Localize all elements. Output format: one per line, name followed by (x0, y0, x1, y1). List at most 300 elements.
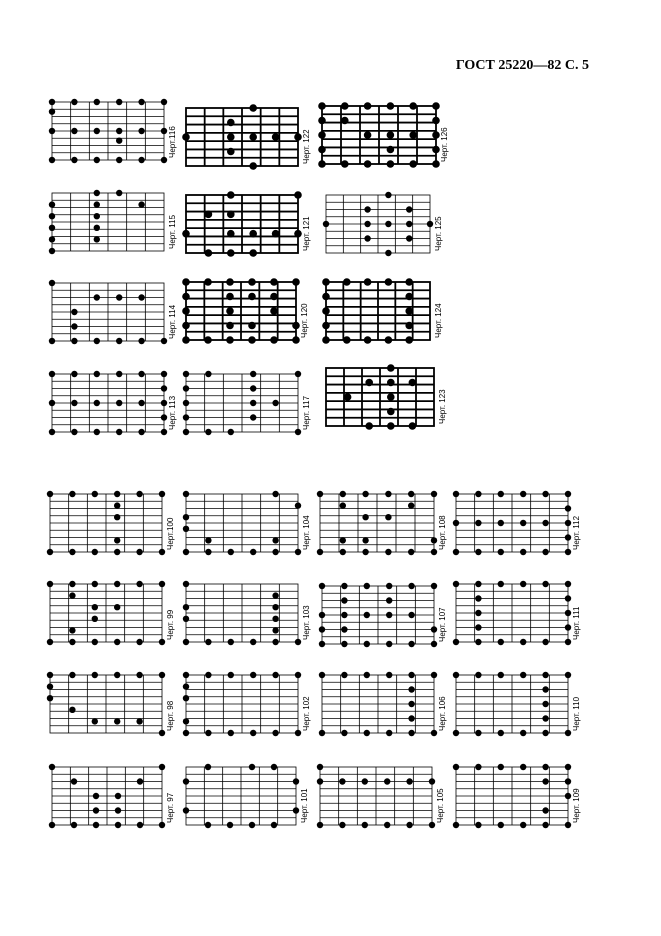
diagram-dot (248, 322, 256, 330)
diagram-dot (270, 278, 278, 286)
diagram-dot (385, 514, 391, 520)
diagram-dot (565, 505, 571, 511)
diagram-dot (385, 192, 391, 198)
diagram-grid (456, 494, 568, 552)
diagram-dot (161, 99, 167, 105)
diagram-dot (520, 730, 526, 736)
diagram-dot (226, 336, 234, 344)
diagram-dot (183, 371, 189, 377)
diagram-dot (183, 385, 189, 391)
diagram-dot (365, 379, 373, 387)
diagram-dot (114, 604, 120, 610)
diagram-dot (341, 583, 347, 589)
diagram-dot (475, 672, 481, 678)
diagram-dot (364, 672, 370, 678)
diagram-dot (386, 641, 392, 647)
diagram-dot (49, 225, 55, 231)
diagram-dot (405, 278, 413, 286)
diagram-dot (182, 278, 190, 286)
diagram-dot (182, 322, 190, 330)
diagram-dot (71, 371, 77, 377)
diagram-grid (320, 494, 434, 552)
diagram-dot (47, 581, 53, 587)
figure-label: Черт. 126 (440, 127, 449, 162)
diagram-dot (386, 612, 392, 618)
diagram-dot (565, 764, 571, 770)
figure-label: Черт. 125 (434, 216, 443, 251)
diagram-dot (94, 201, 100, 207)
diagram-dot (116, 429, 122, 435)
diagram-dot (319, 730, 325, 736)
diagram-dot (362, 822, 368, 828)
diagram-dot (205, 549, 211, 555)
diagram-dot (542, 822, 548, 828)
diagram-dot (94, 157, 100, 163)
diagram-dot (295, 549, 301, 555)
diagram-dot (92, 718, 98, 724)
diagram-dot (386, 672, 392, 678)
diagram-dot (49, 338, 55, 344)
diagram-dot (292, 278, 300, 286)
figure-label: Черт. 112 (572, 515, 581, 550)
diagram-dot (114, 502, 120, 508)
diagram-dot (71, 822, 77, 828)
diagram-dot (47, 491, 53, 497)
diagram-dot (292, 322, 300, 330)
diagram (320, 494, 434, 552)
diagram-dot (71, 778, 77, 784)
diagram-dot (293, 807, 299, 813)
figure-label: Черт.100 (166, 517, 175, 550)
diagram-dot (387, 408, 395, 416)
diagram-dot (364, 336, 372, 344)
diagram-dot (339, 778, 345, 784)
diagram-dot (385, 336, 393, 344)
diagram-dot (49, 400, 55, 406)
diagram-dot (344, 393, 352, 401)
diagram-dot (249, 230, 257, 238)
diagram-dot (92, 604, 98, 610)
diagram-dot (432, 102, 440, 110)
diagram-dot (250, 672, 256, 678)
diagram-dot (475, 491, 481, 497)
diagram-grid (50, 584, 162, 642)
diagram-dot (94, 213, 100, 219)
diagram-dot (341, 641, 347, 647)
figure-label: Черт. 103 (302, 605, 311, 640)
diagram-dot (319, 641, 325, 647)
diagram-dot (161, 429, 167, 435)
diagram (322, 675, 434, 733)
diagram-dot (182, 133, 190, 141)
diagram-dot (249, 162, 257, 170)
diagram-dot (115, 807, 121, 813)
diagram-dot (322, 322, 330, 330)
diagram-dot (49, 99, 55, 105)
diagram-dot (387, 102, 395, 110)
diagram-dot (94, 429, 100, 435)
diagram-dot (71, 128, 77, 134)
diagram-dot (498, 764, 504, 770)
diagram-dot (405, 322, 413, 330)
diagram-dot (520, 822, 526, 828)
diagram (52, 374, 164, 432)
diagram-dot (92, 672, 98, 678)
diagram-dot (183, 718, 189, 724)
diagram-dot (116, 294, 122, 300)
diagram-dot (565, 595, 571, 601)
diagram-dot (542, 715, 548, 721)
diagram-dot (453, 491, 459, 497)
diagram-grid (320, 767, 432, 825)
diagram-dot (47, 683, 53, 689)
diagram-dot (71, 338, 77, 344)
diagram-dot (272, 604, 278, 610)
diagram-dot (69, 627, 75, 633)
diagram-dot (69, 549, 75, 555)
diagram-dot (114, 514, 120, 520)
diagram-dot (542, 701, 548, 707)
diagram-dot (183, 429, 189, 435)
diagram-dot (183, 604, 189, 610)
diagram-dot (386, 730, 392, 736)
diagram-dot (183, 730, 189, 736)
figure-label: Черт. 99 (166, 609, 175, 640)
diagram-dot (205, 730, 211, 736)
diagram-dot (115, 822, 121, 828)
diagram-dot (340, 537, 346, 543)
diagram-dot (475, 610, 481, 616)
diagram-dot (341, 612, 347, 618)
diagram-dot (406, 206, 412, 212)
diagram (186, 494, 298, 552)
diagram-dot (295, 639, 301, 645)
diagram-dot (498, 822, 504, 828)
figure-label: Черт. 121 (302, 216, 311, 251)
figure-label: Черт. 114 (168, 304, 177, 339)
diagram-dot (362, 537, 368, 543)
diagram-dot (408, 583, 414, 589)
diagram-dot (432, 160, 440, 168)
diagram-dot (250, 549, 256, 555)
diagram-dot (295, 429, 301, 435)
diagram-dot (136, 718, 142, 724)
diagram-dot (159, 581, 165, 587)
diagram-dot (227, 133, 235, 141)
diagram-dot (405, 336, 413, 344)
diagram-dot (161, 157, 167, 163)
diagram-dot (542, 807, 548, 813)
diagram-dot (362, 778, 368, 784)
diagram-grid (186, 195, 298, 253)
figure-label: Черт. 122 (302, 129, 311, 164)
diagram-dot (250, 385, 256, 391)
diagram-dot (386, 583, 392, 589)
diagram-dot (453, 549, 459, 555)
diagram-dot (116, 400, 122, 406)
diagram-dot (542, 730, 548, 736)
diagram-dot (427, 221, 433, 227)
diagram-dot (249, 822, 255, 828)
figure-label: Черт. 113 (168, 395, 177, 430)
diagram-dot (49, 371, 55, 377)
diagram-dot (138, 99, 144, 105)
diagram-dot (116, 128, 122, 134)
diagram-dot (49, 157, 55, 163)
diagram-dot (249, 249, 257, 257)
diagram-dot (408, 715, 414, 721)
diagram-dot (364, 160, 372, 168)
diagram-dot (92, 491, 98, 497)
diagram-dot (295, 730, 301, 736)
diagram-dot (183, 581, 189, 587)
diagram-dot (159, 672, 165, 678)
diagram-dot (114, 581, 120, 587)
diagram-dot (542, 520, 548, 526)
diagram-dot (408, 612, 414, 618)
diagram (326, 282, 430, 340)
diagram-dot (341, 626, 347, 632)
diagram-dot (93, 793, 99, 799)
diagram-dot (270, 307, 278, 315)
diagram-dot (249, 764, 255, 770)
diagram-dot (432, 146, 440, 154)
figure-label: Черт. 101 (300, 788, 309, 823)
diagram-dot (49, 201, 55, 207)
diagram-dot (364, 206, 370, 212)
diagram-dot (364, 583, 370, 589)
diagram-dot (565, 491, 571, 497)
diagram-dot (49, 822, 55, 828)
diagram-dot (409, 131, 417, 139)
diagram-dot (183, 807, 189, 813)
diagram-dot (272, 730, 278, 736)
diagram-dot (161, 400, 167, 406)
diagram-dot (49, 248, 55, 254)
diagram-dot (249, 104, 257, 112)
diagram-dot (408, 502, 414, 508)
diagram-dot (228, 730, 234, 736)
diagram-dot (94, 128, 100, 134)
diagram-dot (94, 400, 100, 406)
diagram-dot (205, 537, 211, 543)
diagram-dot (406, 778, 412, 784)
diagram-dot (431, 491, 437, 497)
diagram-dot (341, 117, 349, 125)
diagram-dot (71, 400, 77, 406)
diagram-dot (71, 323, 77, 329)
diagram-dot (542, 491, 548, 497)
diagram-grid (326, 368, 434, 426)
diagram-dot (205, 249, 213, 257)
diagram-dot (520, 672, 526, 678)
diagram-dot (271, 822, 277, 828)
diagram-dot (318, 146, 326, 154)
diagram-dot (250, 371, 256, 377)
diagram-dot (318, 131, 326, 139)
diagram-dot (161, 128, 167, 134)
diagram-dot (387, 364, 395, 372)
diagram-dot (384, 822, 390, 828)
diagram-dot (341, 730, 347, 736)
figure-label: Черт. 120 (300, 303, 309, 338)
diagram-dot (204, 278, 212, 286)
diagram (186, 108, 298, 166)
diagram-dot (542, 549, 548, 555)
diagram-dot (159, 730, 165, 736)
diagram-dot (475, 595, 481, 601)
diagram-dot (565, 581, 571, 587)
diagram-grid (322, 586, 434, 644)
diagram-dot (69, 581, 75, 587)
diagram-dot (322, 278, 330, 286)
diagram-dot (226, 322, 234, 330)
diagram-dot (93, 822, 99, 828)
diagram-dot (227, 191, 235, 199)
diagram-dot (341, 672, 347, 678)
diagram-dot (182, 230, 190, 238)
diagram-grid (186, 675, 298, 733)
diagram-dot (475, 639, 481, 645)
figure-label: Черт. 104 (302, 515, 311, 550)
diagram-dot (183, 526, 189, 532)
diagram-dot (138, 294, 144, 300)
diagram-dot (138, 371, 144, 377)
diagram-dot (183, 683, 189, 689)
diagram-dot (183, 549, 189, 555)
diagram-dot (183, 695, 189, 701)
diagram-dot (161, 338, 167, 344)
diagram-dot (405, 293, 413, 301)
diagram-dot (429, 778, 435, 784)
diagram-dot (498, 549, 504, 555)
diagram-dot (272, 537, 278, 543)
diagram-dot (49, 429, 55, 435)
diagram-dot (205, 764, 211, 770)
diagram-dot (408, 701, 414, 707)
diagram-dot (159, 822, 165, 828)
diagram-dot (114, 718, 120, 724)
diagram-dot (542, 672, 548, 678)
diagram-dot (387, 160, 395, 168)
diagram-dot (340, 549, 346, 555)
diagram-dot (364, 221, 370, 227)
diagram-dot (94, 99, 100, 105)
diagram-dot (272, 400, 278, 406)
diagram-dot (565, 730, 571, 736)
diagram-dot (116, 99, 122, 105)
diagram-dot (271, 764, 277, 770)
diagram-dot (294, 230, 302, 238)
diagram-dot (319, 583, 325, 589)
diagram-dot (520, 549, 526, 555)
diagram-dot (116, 338, 122, 344)
diagram-dot (317, 491, 323, 497)
figure-label: Черт. 106 (438, 696, 447, 731)
diagram-dot (498, 491, 504, 497)
diagram (52, 193, 164, 251)
figure-label: Черт. 110 (572, 696, 581, 731)
diagram-dot (319, 672, 325, 678)
diagram-dot (520, 639, 526, 645)
diagram (50, 584, 162, 642)
diagram-dot (364, 612, 370, 618)
diagram-dot (475, 822, 481, 828)
diagram-dot (520, 581, 526, 587)
diagram-dot (565, 549, 571, 555)
diagram-dot (453, 822, 459, 828)
diagram-dot (498, 581, 504, 587)
diagram (456, 675, 568, 733)
diagram-grid (186, 108, 298, 166)
diagram-dot (272, 616, 278, 622)
diagram-dot (47, 695, 53, 701)
diagram-dot (409, 102, 417, 110)
diagram-dot (69, 672, 75, 678)
diagram-dot (294, 191, 302, 199)
diagram-dot (138, 429, 144, 435)
figure-label: Черт. 108 (438, 515, 447, 550)
diagram-dot (138, 128, 144, 134)
diagram-dot (49, 213, 55, 219)
diagram-dot (226, 293, 234, 301)
diagram (52, 283, 164, 341)
diagram (456, 767, 568, 825)
diagram-dot (94, 225, 100, 231)
diagram (186, 282, 296, 340)
diagram-dot (387, 393, 395, 401)
diagram-dot (205, 639, 211, 645)
diagram-dot (431, 549, 437, 555)
figure-label: Черт. 98 (166, 700, 175, 731)
diagram-dot (93, 807, 99, 813)
diagram-dot (364, 278, 372, 286)
diagram-dot (319, 612, 325, 618)
diagram-dot (49, 236, 55, 242)
diagram-dot (453, 581, 459, 587)
diagram-dot (409, 379, 417, 387)
diagram-dot (248, 278, 256, 286)
diagram-dot (228, 639, 234, 645)
diagram-dot (94, 371, 100, 377)
diagram-dot (387, 131, 395, 139)
diagram (322, 586, 434, 644)
diagram-dot (385, 278, 393, 286)
diagram-dot (542, 778, 548, 784)
diagram-dot (565, 610, 571, 616)
diagram-dot (115, 793, 121, 799)
diagram-grid (52, 102, 164, 160)
diagram-dot (453, 730, 459, 736)
diagram-dot (272, 639, 278, 645)
diagram-dot (475, 549, 481, 555)
diagram-dot (387, 379, 395, 387)
figure-label: Черт. 107 (438, 607, 447, 642)
diagram-grid (186, 374, 298, 432)
diagram-dot (183, 639, 189, 645)
diagram-dot (364, 235, 370, 241)
diagram (456, 584, 568, 642)
diagram-grid (52, 193, 164, 251)
diagram-dot (498, 639, 504, 645)
diagram-dot (405, 307, 413, 315)
diagram-dot (429, 822, 435, 828)
diagram-dot (138, 338, 144, 344)
diagram-dot (227, 822, 233, 828)
figure-label: Черт. 124 (434, 303, 443, 338)
diagram-dot (475, 730, 481, 736)
diagram-dot (453, 672, 459, 678)
